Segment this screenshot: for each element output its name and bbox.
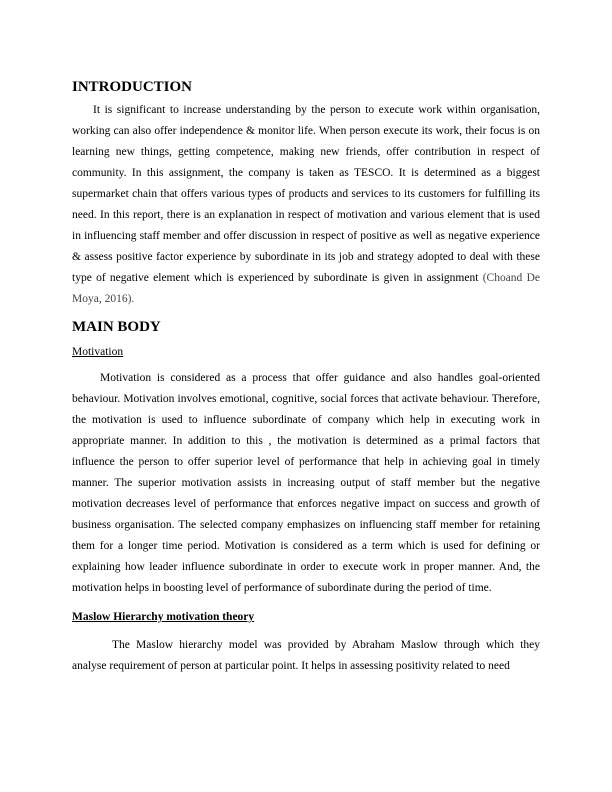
motivation-paragraph: Motivation is considered as a process that offer guidance and also handles goal-oriented behaviour. Motivation involves emotional, cognitive, social forces that activate behaviour. Therefore, the motivation is used to influence subordinate of company which help in executing work in appropriate manner. In addition to this , the motivation is determined as a primal factors that influence the person to offer superior level of performance that help in achieving goal in timely manner. The superior motivation assists in increasing output of staff member but the negative motivation decreases level of performance that enforces negative impact on success and growth of business organisation. The selected company emphasizes on influencing staff member for retaining them for a longer time period. Motivation is considered as a term which is used for defining or explaining how leader influence subordinate in order to execute work in proper manner. And, the motivation helps in boosting level of performance of subordinate during the period of time. bbox=[72, 372, 540, 594]
introduction-heading: INTRODUCTION bbox=[72, 79, 193, 95]
main-body-heading: MAIN BODY bbox=[72, 319, 161, 335]
introduction-paragraph bbox=[72, 100, 540, 310]
motivation-subheading: Motivation bbox=[72, 346, 124, 358]
introduction-text: It is significant to increase understanding by the person to execute work within organisation, working can also offer independence & monitor life. When person execute its work, their focus is on learning new things, getting competence, making new friends, offer contribution in respect of community. In this assignment, the company is taken as TESCO. It is determined as a biggest supermarket chain that offers various types of products and services to its customers for fulfilling its need. In this report, there is an explanation in respect of motivation and various element that is used in influencing staff member and offer discussion in respect of positive as well as negative experience & assess positive factor experience by subordinate in its job and strategy adopted to deal with these type of negative element which is experienced by subordinate is given in assignment bbox=[72, 104, 540, 284]
maslow-subheading: Maslow Hierarchy motivation theory bbox=[72, 611, 255, 623]
maslow-paragraph: The Maslow hierarchy model was provided by Abraham Maslow through which they analyse requirement of person at particular point. It helps in assessing positivity related to need bbox=[72, 639, 540, 672]
introduction-citation: (Choand De Moya, 2016). bbox=[72, 272, 540, 305]
